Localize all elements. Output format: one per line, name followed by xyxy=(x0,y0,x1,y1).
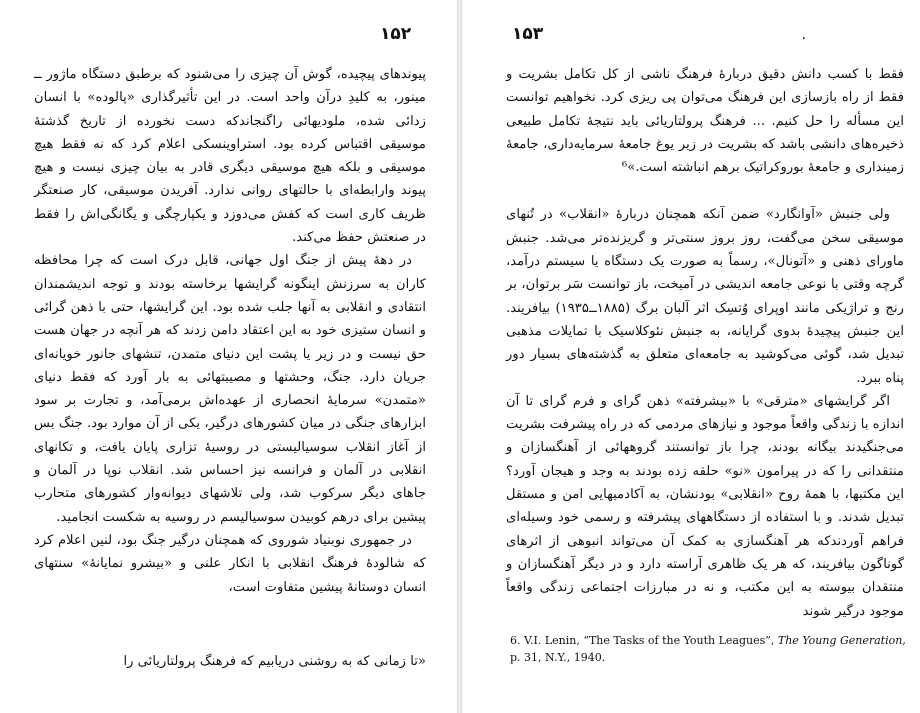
paragraph: فقط با کسب دانش دقیق دربارهٔ فرهنگ ناشی از کل تکامل بشریت و فقط از راه بازسازی این فرهنگ می‌توان پی ریزی کرد. نخواهیم توانست این مسأله را حل کنیم. ... فرهنگ پرولتاریائی باید نتیجهٔ تکامل طبیعی ذخیره‌های دانشی باشد که بشریت در زیر یوغ جامعهٔ سرمایه‌داری، جامعهٔ زمینداری و جامعهٔ بوروکراتیک برهم انباشته است.»⁶ xyxy=(506,67,904,176)
left-page-body xyxy=(34,63,426,599)
footnote-title: The Young Generation, xyxy=(777,634,906,647)
paragraph: پیوندهای پیچیده، گوش آن چیزی را می‌شنود که برطبق دستگاه ماژور ــ مینور، به کلیدِ درآن واحد است. در این تأثیرگذاری «پالوده» با انسان زدائی شده، ملودیهائی راگنجاندکه دست نخورده از تاریخ گذشتهٔ موسیقی اقتباس کرده بود. استراوینسکی اعلام کرد که نه فقط هیچ موسیقی و بلکه هیچ موسیقی دیگری قادر به بیان چیزی نیست و هیچ پیوند وارابطه‌ای با حالتهای روانی ندارد. آفریدن موسیقی، کار صنعتگر ظریف کاری است که کفش می‌دوزد و یکپارچگی و یگانگی‌اش را فقط در صنعتش حفظ می‌کند. xyxy=(34,67,426,246)
paragraph: اگر گرایشهای «مترقی» با «بیشرفته» ذهن گرای و فرم گرای تا آن اندازه با زندگی واقعاً موجود و نیازهای مردمی که در راه پیشرفت بشریت می‌جنگیدند بیگانه بودند، چرا باز توانستند گروههائی از آهنگسازان و منتقدانی را که در پیرامون «نو» حلقه زده بودند به وجد و هیجان آورد؟ این مکتبها، با همهٔ روح «انقلابی» بودنشان، به آکادمیهایی امن و مستقل تبدیل شدند. و با استفاده از دستگاههای پیشرفته و رسمی خود وسیله‌ای فراهم آوردندکه هر آهنگسازی به کمک آن می‌تواند انبوهی از اثرهای گوناگون بیافریند، که هر یک ظاهری آراسته دارد و در دیگر آهنگسازان و منتقدان بیوسته به این مکتب، و نه در مبارزات اجتماعی زندگی واقعاً موجود درگیر شوند xyxy=(506,393,904,619)
footnote-tail: p. 31, N.Y., 1940. xyxy=(510,651,606,664)
right-page-body xyxy=(506,63,904,623)
quote-start-line: «تا زمانی که به روشنی دریابیم که فرهنگ پرولتاریائی را xyxy=(123,654,426,669)
footnote xyxy=(510,632,910,666)
paragraph: در جمهوری نوبنیاد شوروی که همچنان درگیر جنگ بود، لنین اعلام کرد که شالودهٔ فرهنگ انقلابی با انکار علنی و «بیشرو نمایانهٔ» سنتهای انسان دوستانهٔ پیشین متفاوت است، xyxy=(34,532,426,595)
footnote-text: V.I. Lenin, “The Tasks of the Youth Leagues”, xyxy=(524,634,775,647)
page-number: ۱۵۳ xyxy=(512,24,544,44)
right-page xyxy=(462,0,920,713)
paragraph: ولی جنبش «آوانگارد» ضمن آنکه همچنان دربارهٔ «انقلاب» در تُنهای موسیقی سخن می‌گفت، روز بروز سنتی‌تر و گریزنده‌تر می‌شد. جنبش ماورای ذهنی و «آتونال»، رسماً به صورت یک دستگاه یا سیستم درآمد، گرچه وقتی با نوعی جامعه اندیشی در آمیخت، باز توانست سَر برتوان، بر رنج و تراژیکی مانند اوپرای وُتسِک اثر آلبان برگ (۱۸۸۵ــ۱۹۳۵) بیافریند. این جنبش پیچیدهٔ بدوی گرایانه، به جنبش نئوکلاسیک با تمایلات مذهبی تبدیل شد، گوئی می‌کوشید به جامعه‌ای متعلق به گذشته‌های بسیار دور پناه ببرد. xyxy=(506,207,904,386)
left-page xyxy=(0,0,457,713)
footnote-number: 6. xyxy=(510,634,521,647)
page-number: ۱۵۲ xyxy=(380,24,412,44)
page-mark: ٠ xyxy=(800,30,808,46)
paragraph: در دههٔ پیش از جنگ اول جهانی، قابل درک است که چرا محافظه کاران به سرزنش اینگونه گرایشها برخاسته بودند و توجه اندیشمندان انتقادی و انقلابی به آنها جلب شده بود. این گرایشها، حتی با ذهن گرائی و انسان ستیزی خود به این اعتقاد دامن زدند که هر آنچه در جهان هست حق نیست و در زیر یا پشت این دنیای متمدن، تنشهای جانور خویانه‌ای جریان دارد. جنگ، وحشتها و مصیبتهائی به بار آورد که فقط دنیای «متمدن» سرمایهٔ انحصاری از عهده‌اش برمی‌آمد، و تجارت بر سود ابزارهای جنگی در میان کشورهای درگیر، یکی از آن موارد بود. جنگ بس از آغاز انقلاب سوسیالیستی در روسیهٔ تزاری پایان یافت، و تکانهای انقلابی در آلمان و فرانسه نیز احساس شد. انقلاب نوپا در آلمان و جاهای دیگر سرکوب شد، ولی تلاشهای دیوانه‌وار کشورهای متحارب پیشین برای درهم کوبیدن سوسیالیسم در روسیه به شکست انجامید. xyxy=(34,253,426,525)
